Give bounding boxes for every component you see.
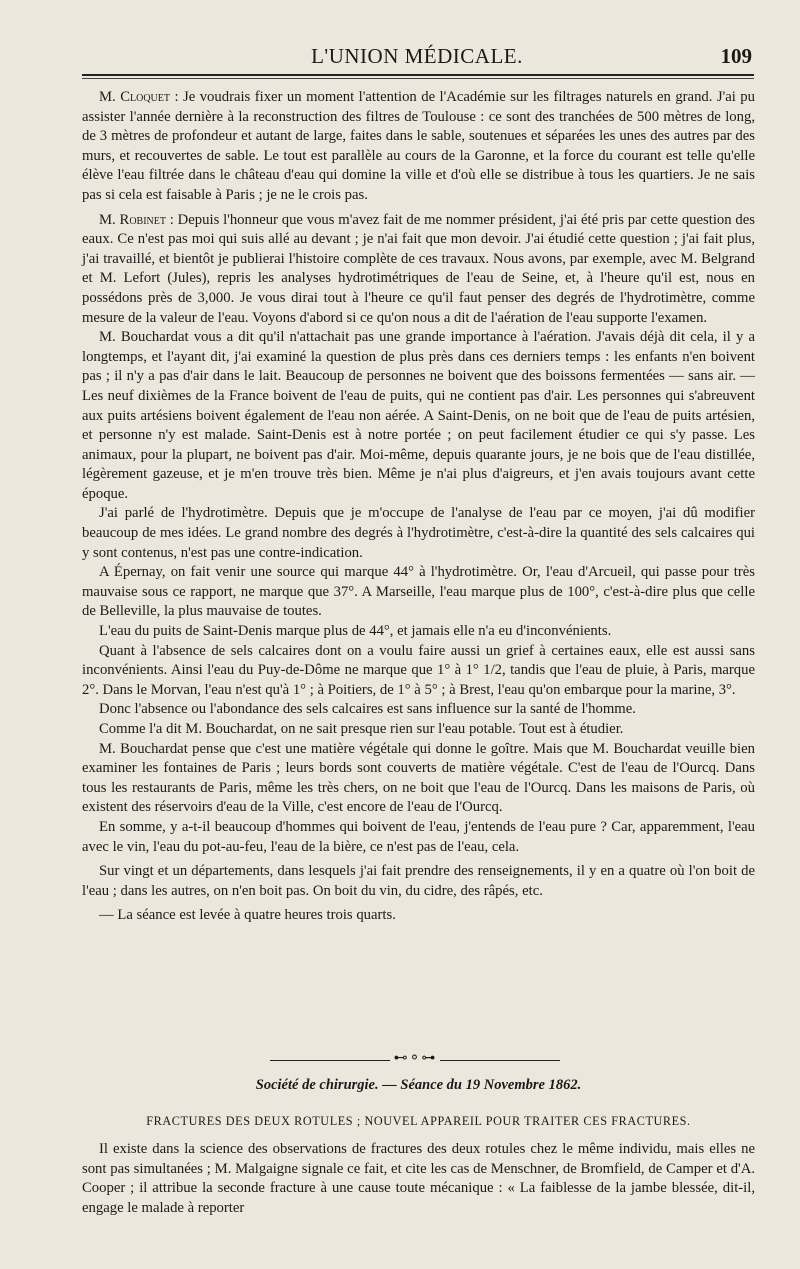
- page-number: 109: [720, 44, 752, 68]
- paragraph: En somme, y a-t-il beaucoup d'hommes qui boivent de l'eau, j'entends de l'eau pure ? Car, apparemment, l'eau avec le vin, l'eau du pot-au-feu, l'eau de la bière, ce n'est pas de l'eau, cela.: [82, 818, 755, 855]
- minutes-body: [82, 88, 755, 926]
- speaker-prefix: M.: [99, 89, 121, 105]
- speaker-name: Robinet: [119, 211, 166, 228]
- article-body: [82, 1140, 755, 1218]
- heading-separator: —: [378, 1077, 401, 1093]
- paragraph-robinet: [82, 211, 755, 329]
- paragraph-cloquet: [82, 88, 755, 206]
- paragraph: Comme l'a dit M. Bouchardat, on ne sait presque rien sur l'eau potable. Tout est à étudier.: [99, 721, 624, 737]
- speaker-prefix: M.: [99, 211, 120, 228]
- paragraph: Il existe dans la science des observations de fractures des deux rotules chez le même individu, mais elles ne sont pas simultanées ; M. Malgaigne signale ce fait, et cite les cas de Menschner, de Bromfield, de Camper et d'A. Cooper ; il attribue la seconde fracture à une cause toute mécanique : « La faiblesse de la jambe blessée, dit-il, engage le malade à reporter: [82, 1141, 755, 1216]
- ornament-glyph: ⊷⚬⊶: [393, 1051, 437, 1066]
- header-rule: [82, 74, 754, 79]
- paragraph: J'ai parlé de l'hydrotimètre. Depuis que je m'occupe de l'analyse de l'eau par ce moyen, j'ai dû modifier beaucoup de mes idées. Le grand nombre des degrés à l'hydrotimètre, c'est-à-dire la quantité des sels calcaires qui y sont contenus, n'est pas une contre-indication.: [82, 505, 755, 561]
- paragraph: A Épernay, on fait venir une source qui marque 44° à l'hydrotimètre. Or, l'eau d'Arcueil, qui passe pour très mauvaise sous ce rapport, ne marque que 37°. A Marseille, l'eau marque plus de 100°, c'est-à-dire plus que celle de Belleville, la plus mauvaise de toutes.: [82, 564, 755, 620]
- speaker-name: Cloquet: [120, 89, 170, 105]
- section-heading: [82, 1077, 755, 1094]
- paragraph: M. Bouchardat pense que c'est une matière végétale qui donne le goître. Mais que M. Bouchardat veuille bien examiner les fontaines de Paris ; leurs bords sont couverts de matière végétale. C'est de l'eau de l'Ourcq. Dans tous les restaurants de Paris, même les très chers, on ne boit que l'eau de l'Ourcq. Dans les maisons de Paris, où existent des réservoirs d'eau de la Ville, c'est encore de l'eau de l'Ourcq.: [82, 740, 755, 816]
- society-name: Société de chirurgie.: [255, 1077, 379, 1093]
- paragraph: M. Bouchardat vous a dit qu'il n'attachait pas une grande importance à l'aération. J'avais déjà dit cela, il y a longtemps, et l'ayant dit, j'ai examiné la question de plus près dans ces derniers temps : les enfants n'en boivent pas ; il n'y a pas d'air dans le lait. Beaucoup de personnes ne boivent que des boissons fermentées — sans air. — Les neuf dixièmes de la France boivent de l'eau de puits, qui ne contient pas d'air. Les personnes qui s'abreuvent aux puits artésiens boivent également de l'eau non aérée. A Saint-Denis, on ne boit que de l'eau de puits artésien, et personne n'y est malade. Saint-Denis est à notre portée ; on peut facilement étudier ce qui s'y passe. Les animaux, pour la plupart, ne boivent pas d'air. Moi-même, depuis quarante jours, je ne bois que de l'eau distillée, légèrement gazeuse, et je m'en trouve très bien. Même je n'ai plus d'aigreurs, et j'en avais toujours avant cette époque.: [82, 329, 755, 502]
- running-title: L'UNION MÉDICALE.: [311, 44, 523, 68]
- paragraph-text: : Depuis l'honneur que vous m'avez fait de me nommer président, j'ai été pris par cette question des eaux. Ce n'est pas moi qui suis allé au devant ; je n'ai fait que mon devoir. J'ai étudié cette question ; j'ai fait plus, j'ai travaillé, et bientôt je publierai l'histoire complète de ces travaux. Nous avons, par exemple, avec M. Belgrand et M. Lefort (Jules), repris les analyses hydrotimétriques de l'eau de Seine, et, à l'heure qu'il est, nous en possédons près de 3,000. Je vous dirai tout à l'heure ce qu'il faut penser des degrés de l'hydrotimètre, comme mesure de la valeur de l'eau. Voyons d'abord si ce qu'on nous a dit de l'aération de l'eau supporte l'examen.: [82, 211, 755, 326]
- article-title: FRACTURES DES DEUX ROTULES ; NOUVEL APPAREIL POUR TRAITER CES FRACTURES.: [146, 1114, 691, 1128]
- paragraph: Donc l'absence ou l'abondance des sels calcaires est sans influence sur la santé de l'homme.: [99, 701, 636, 718]
- paragraph: Quant à l'absence de sels calcaires dont on a voulu faire aussi un grief à certaines eaux, elle est aussi sans inconvénients. Ainsi l'eau du Puy-de-Dôme ne marque que 1° à 1° 1/2, tandis que l'eau de pluie, à Paris, marque 2°. Dans le Morvan, l'eau n'est qu'à 1° ; à Poitiers, de 1° à 5° ; à Brest, l'eau qu'on embarque pour la marine, 3°.: [82, 642, 755, 698]
- page-header: [82, 40, 752, 70]
- session-closing: — La séance est levée à quatre heures trois quarts.: [99, 907, 396, 924]
- paragraph: Sur vingt et un départements, dans lesquels j'ai fait prendre des renseignements, il y en a quatre où l'on boit de l'eau ; dans les autres, on n'en boit pas. On boit du vin, du cidre, des râpés, etc.: [82, 863, 755, 899]
- paragraph: L'eau du puits de Saint-Denis marque plus de 44°, et jamais elle n'a eu d'inconvénients.: [99, 623, 612, 640]
- session-date: Séance du 19 Novembre 1862.: [400, 1077, 582, 1093]
- section-divider-ornament: [270, 1052, 560, 1070]
- paragraph-text: : Je voudrais fixer un moment l'attention de l'Académie sur les filtrages naturels en grand. J'ai pu assister l'année dernière à la reconstruction des filtres de Toulouse : ce sont des tranchées de 500 mètres de long, de 3 mètres de profondeur et autant de large, faites dans le sable, soutenues et séparées les unes des autres par des murs, et recouvertes de sable. Le tout est parallèle au cours de la Garonne, et la force du courant est telle qu'elle élève l'eau filtrée dans le château d'eau qui domine la ville et d'où elle se distribue à tous les quartiers. Je ne sais pas si cela est faisable à Paris ; je ne le crois pas.: [82, 89, 755, 203]
